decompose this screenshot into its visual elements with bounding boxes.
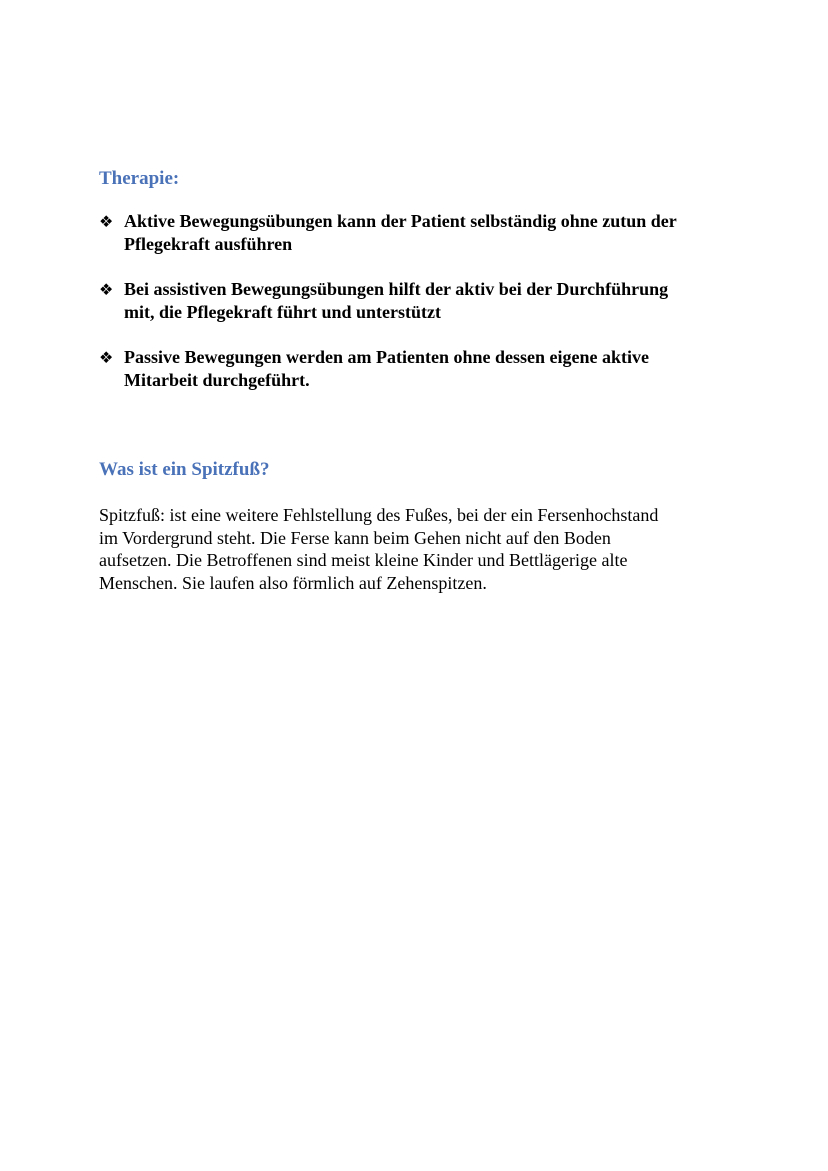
bullet-item-passive: [99, 346, 759, 392]
bullet-item-assistive: [99, 278, 759, 324]
diamond-bullet-icon: ❖: [99, 212, 114, 231]
therapie-heading: Therapie:: [99, 168, 180, 189]
paragraph-line: aufsetzen. Die Betroffenen sind meist kleine Kinder und Bettlägerige alte: [99, 550, 628, 570]
bullet-line: Bei assistiven Bewegungsübungen hilft der aktiv bei der Durchführung: [124, 279, 669, 299]
paragraph-line: Menschen. Sie laufen also förmlich auf Zehenspitzen.: [99, 572, 487, 593]
diamond-bullet-icon: ❖: [99, 280, 114, 299]
paragraph-line: Spitzfuß: ist eine weitere Fehlstellung des Fußes, bei der ein Fersenhochstand: [99, 505, 659, 525]
bullet-line: Passive Bewegungen werden am Patienten ohne dessen eigene aktive: [124, 347, 649, 367]
diamond-bullet-icon: ❖: [99, 348, 114, 367]
bullet-line: mit, die Pflegekraft führt und unterstützt: [124, 302, 441, 322]
spitzfuss-heading: Was ist ein Spitzfuß?: [99, 459, 270, 480]
therapie-bullet-list: [99, 210, 759, 414]
bullet-line: Mitarbeit durchgeführt.: [124, 370, 310, 390]
bullet-line: Aktive Bewegungsübungen kann der Patient selbständig ohne zutun der: [124, 211, 677, 231]
spitzfuss-paragraph: [99, 504, 739, 594]
bullet-line: Pflegekraft ausführen: [124, 234, 293, 254]
paragraph-line: im Vordergrund steht. Die Ferse kann beim Gehen nicht auf den Boden: [99, 527, 611, 548]
bullet-item-aktive: [99, 210, 759, 256]
